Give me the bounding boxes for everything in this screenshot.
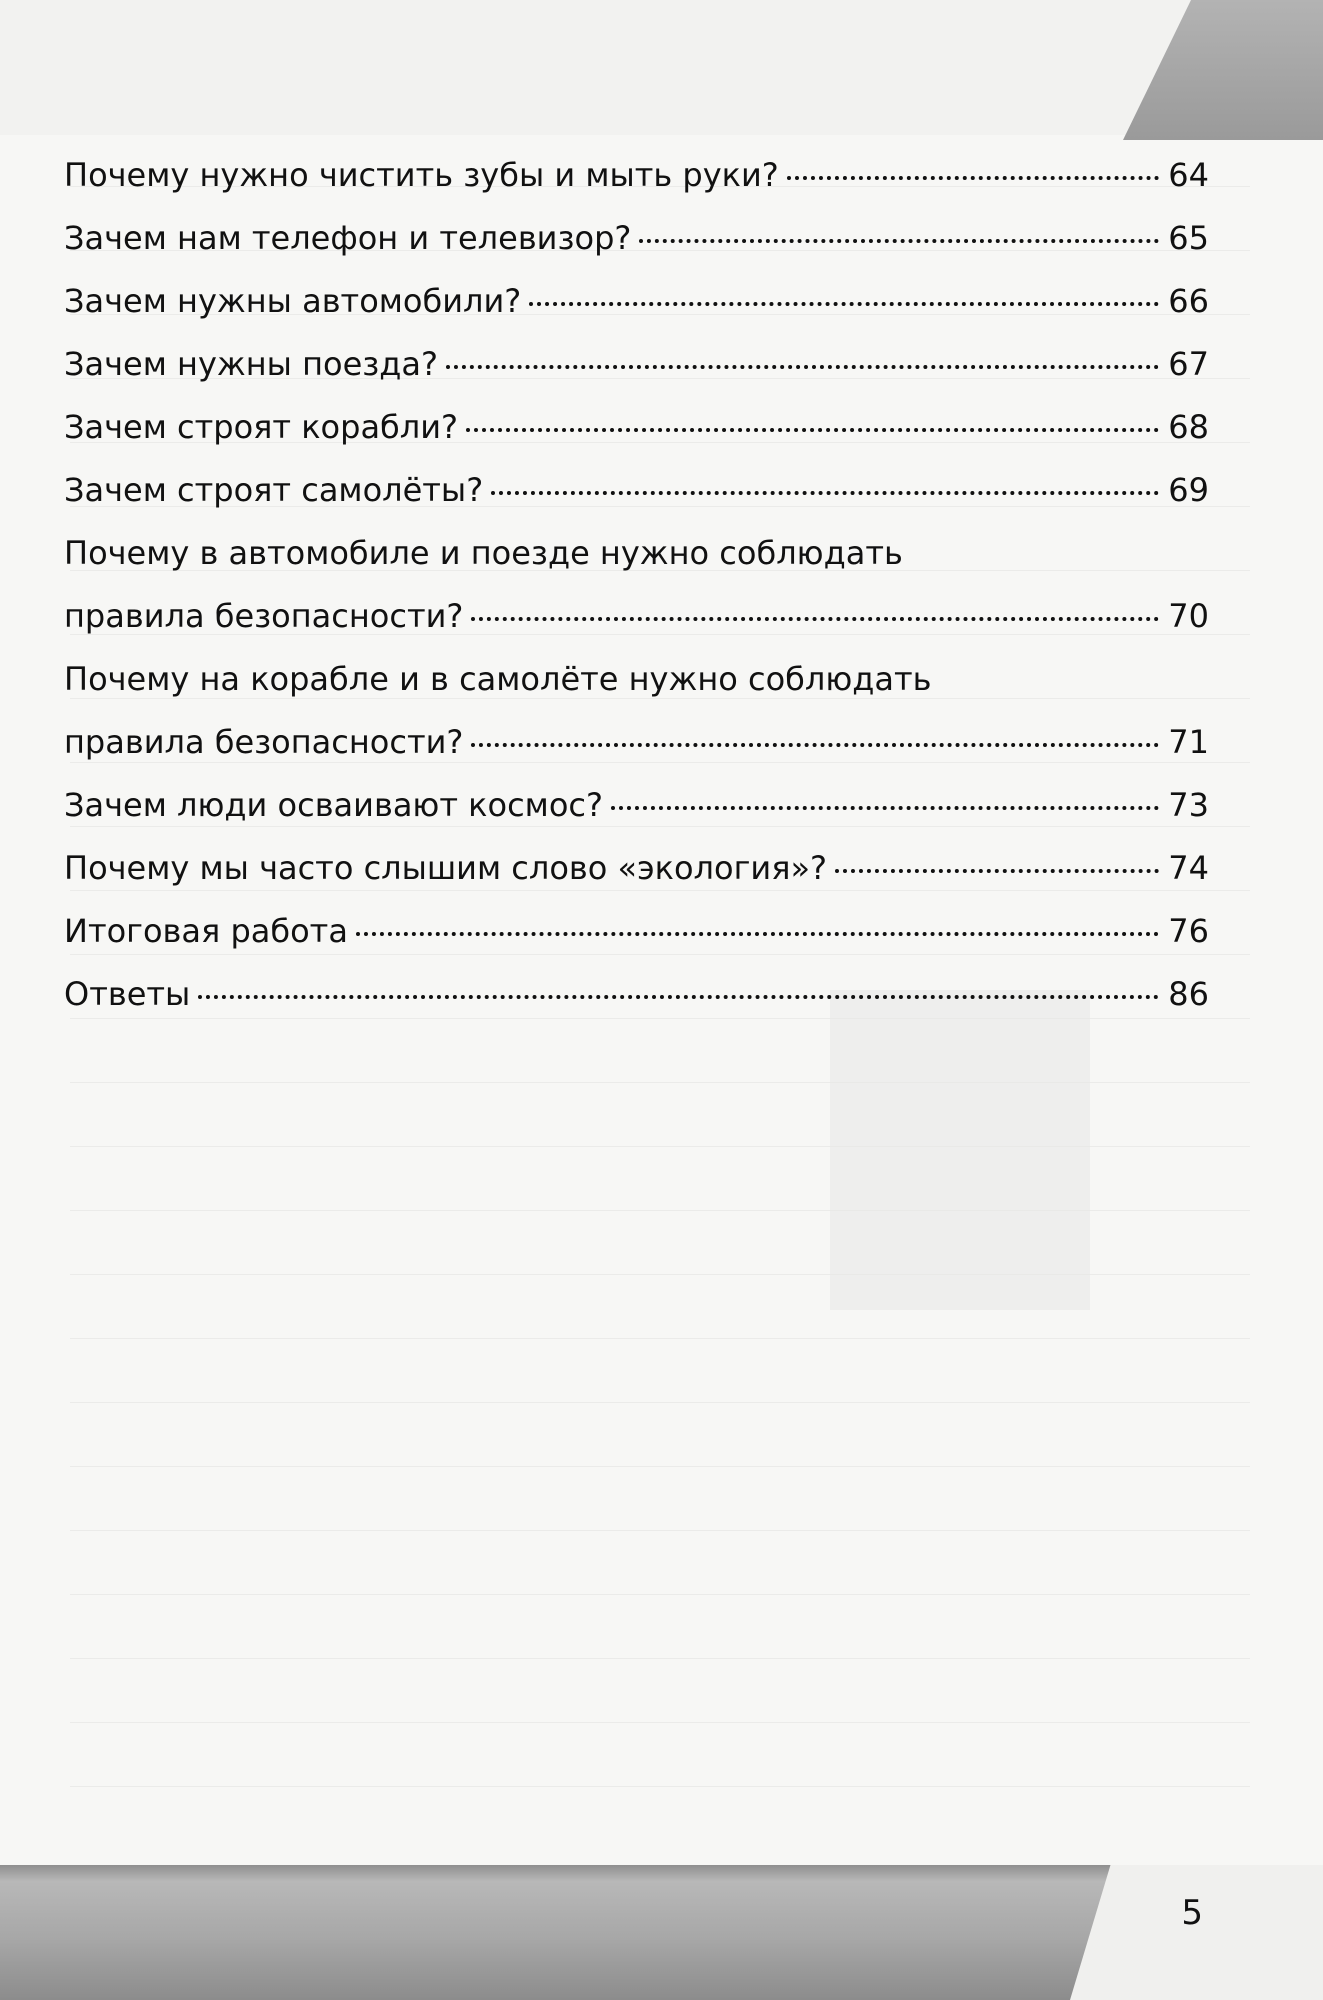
- toc-item-title-line2: правила безопасности?: [64, 723, 464, 761]
- toc-item: [64, 281, 1209, 321]
- toc-item-page: 70: [1168, 597, 1209, 635]
- dot-leader: [198, 995, 1159, 999]
- toc-item-title-line2: правила безопасности?: [64, 597, 464, 635]
- top-band: [0, 0, 1323, 135]
- toc-item-page: 71: [1168, 723, 1209, 761]
- toc-item-title: Зачем строят корабли?: [64, 408, 459, 446]
- table-of-contents: [64, 155, 1209, 1037]
- toc-item-title-line1: Почему на корабле и в самолёте нужно соблюдать: [64, 660, 932, 698]
- toc-item-page: 65: [1168, 219, 1209, 257]
- toc-item-title: Ответы: [64, 975, 191, 1013]
- toc-item: [64, 974, 1209, 1014]
- toc-item: [64, 848, 1209, 888]
- toc-item-page: 69: [1168, 471, 1209, 509]
- dot-leader: [529, 302, 1159, 306]
- toc-item: [64, 155, 1209, 195]
- toc-item-page: 66: [1168, 282, 1209, 320]
- toc-item-title: Зачем нам телефон и телевизор?: [64, 219, 632, 257]
- bleed-through-box: [830, 990, 1090, 1310]
- toc-item-title: Почему мы часто слышим слово «экология»?: [64, 849, 827, 887]
- toc-item: [64, 596, 1209, 636]
- dot-leader: [356, 932, 1159, 936]
- toc-item-multiline: [64, 659, 1209, 762]
- dot-leader: [471, 617, 1159, 621]
- dot-leader: [471, 743, 1159, 747]
- toc-item-page: 73: [1168, 786, 1209, 824]
- toc-item: [64, 407, 1209, 447]
- toc-item-page: 76: [1168, 912, 1209, 950]
- toc-item-title: Зачем люди осваивают космос?: [64, 786, 603, 824]
- toc-item: [64, 722, 1209, 762]
- toc-item-multiline: [64, 533, 1209, 636]
- toc-item-page: 86: [1168, 975, 1209, 1013]
- toc-item-title: Зачем нужны поезда?: [64, 345, 438, 383]
- dot-leader: [491, 491, 1159, 495]
- dot-leader: [787, 176, 1159, 180]
- toc-item: [64, 344, 1209, 384]
- toc-item-page: 67: [1168, 345, 1209, 383]
- toc-item-title-line1: Почему в автомобиле и поезде нужно соблюдать: [64, 534, 903, 572]
- toc-item: [64, 470, 1209, 510]
- toc-item-title: Почему нужно чистить зубы и мыть руки?: [64, 156, 779, 194]
- toc-item-page: 68: [1168, 408, 1209, 446]
- toc-item: [64, 785, 1209, 825]
- toc-item: [64, 218, 1209, 258]
- toc-item-title: Итоговая работа: [64, 912, 348, 950]
- dot-leader: [639, 239, 1159, 243]
- toc-item-title: Зачем строят самолёты?: [64, 471, 484, 509]
- dot-leader: [835, 869, 1159, 873]
- toc-item-title: Зачем нужны автомобили?: [64, 282, 522, 320]
- toc-item: [64, 911, 1209, 951]
- toc-item-page: 74: [1168, 849, 1209, 887]
- toc-item-page: 64: [1168, 156, 1209, 194]
- dot-leader: [446, 365, 1159, 369]
- dot-leader: [611, 806, 1159, 810]
- dot-leader: [466, 428, 1159, 432]
- page-number: 5: [1181, 1893, 1203, 1933]
